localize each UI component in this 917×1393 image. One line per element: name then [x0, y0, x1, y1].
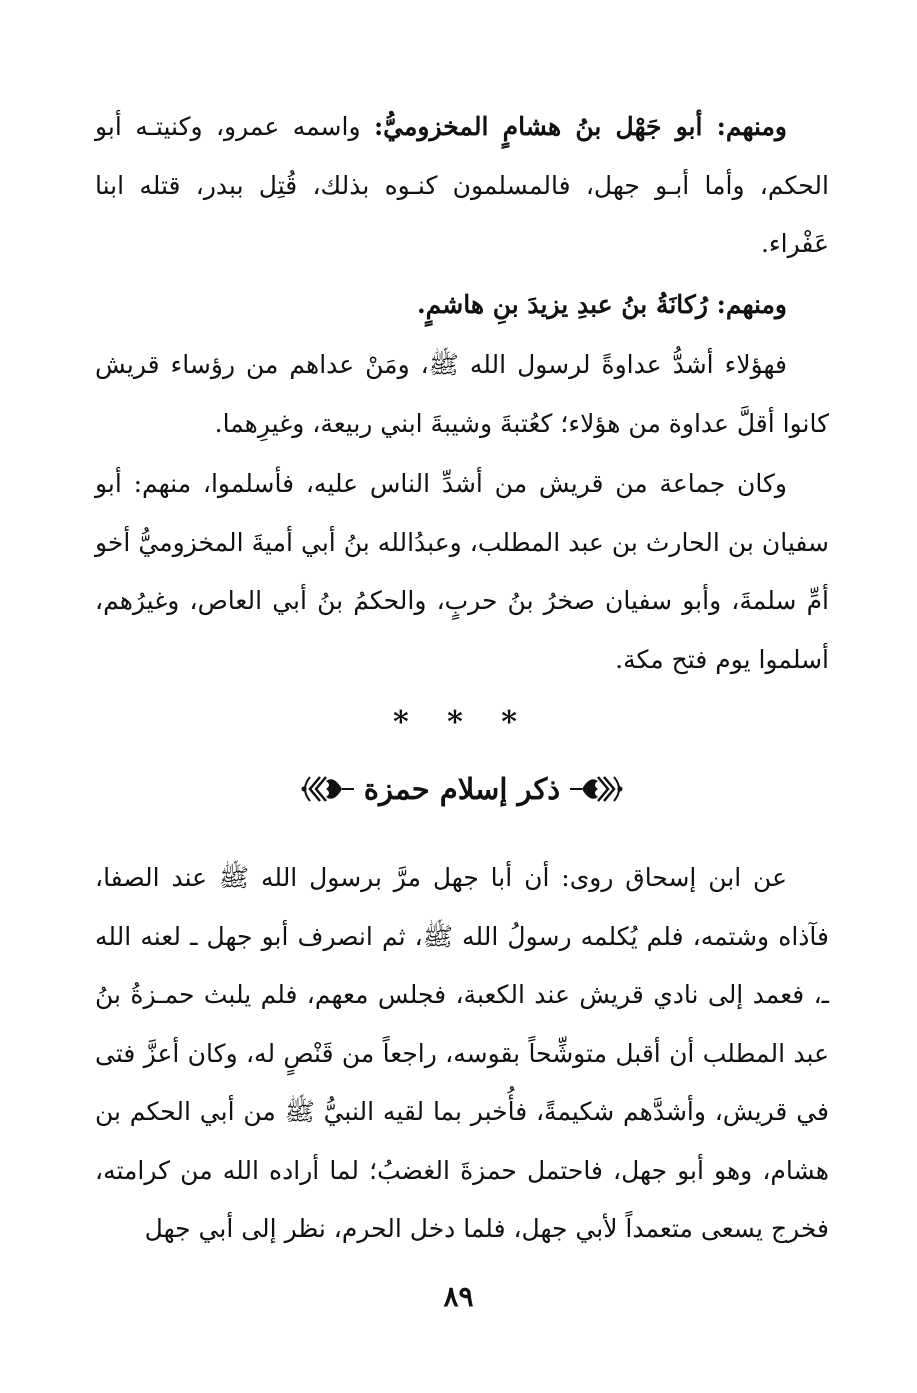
arabesque-ornament-icon — [568, 771, 626, 807]
section-heading: ذكر إسلام حمزة — [363, 772, 561, 806]
paragraph-lead: ومنهم: رُكانَةُ بنُ عبدِ يزيدَ بنِ هاشمٍ. — [416, 289, 787, 319]
paragraph-enmity — [95, 336, 829, 453]
paragraph-lead: ومنهم: أبو جَهْل بنُ هشامٍ المخزوميُّ: — [373, 112, 787, 141]
arabesque-ornament-icon — [298, 771, 356, 807]
paragraph-converts — [95, 455, 829, 689]
page-body — [95, 98, 829, 1259]
paragraph-text: وكان جماعة من قريش من أشدِّ الناس عليه، فأسلموا، منهم: أبو سفيان بن الحارث بن عبد المطلب، وعبدُالله بنُ أبي أميةَ المخزوميُّ أخو أمِّ سلمةَ، وأبو سفيان صخرُ بنُ حربٍ، والحكمُ بنُ أبي العاص، وغيرُهم، أسلموا يوم فتح مكة. — [95, 469, 829, 674]
paragraph-hamza — [95, 849, 829, 1259]
paragraph-text: واسمه عمرو، وكنيتـه أبو الحكم، وأما أبـو جهل، فالمسلمون كنـوه بذلك، قُتِل ببدر، قتله ابنا عَفْراء. — [95, 112, 829, 258]
paragraph-rukana — [95, 276, 829, 335]
paragraph-text: عن ابن إسحاق روى: أن أبا جهل مرَّ برسول الله ﷺ عند الصفا، فآذاه وشتمه، فلم يُكلمه رسولُ الله ﷺ، ثم انصرف أبو جهل ـ لعنه الله ـ، فعمد إلى نادي قريش عند الكعبة، فجلس معهم، فلم يلبث حمـزةُ بنُ عبد المطلب أن أقبل متوشِّحاً بقوسه، راجعاً من قَنْصٍ له، وكان أعزَّ فتى في قريش، وأشدَّهم شكيمةً، فأُخبر بما لقيه النبيُّ ﷺ من أبي الحكم بن هشام، وهو أبو جهل، فاحتمل حمزةَ الغضبُ؛ لما أراده الله من كرامته، فخرج يسعى متعمداً لأبي جهل، فلما دخل الحرم، نظر إلى أبي جهل — [95, 863, 829, 1243]
page-number: ٨٩ — [443, 1280, 474, 1313]
paragraph-text: فهؤلاء أشدُّ عداوةً لرسول الله ﷺ، ومَنْ عداهم من رؤساء قريش كانوا أقلَّ عداوة من هؤلاء؛ كعُتبةَ وشيبةَ ابني ربيعة، وغيرِهما. — [95, 350, 829, 438]
paragraph-abu-jahl — [95, 98, 829, 274]
section-separator: * * * — [393, 705, 531, 740]
section-heading-block — [95, 755, 829, 823]
